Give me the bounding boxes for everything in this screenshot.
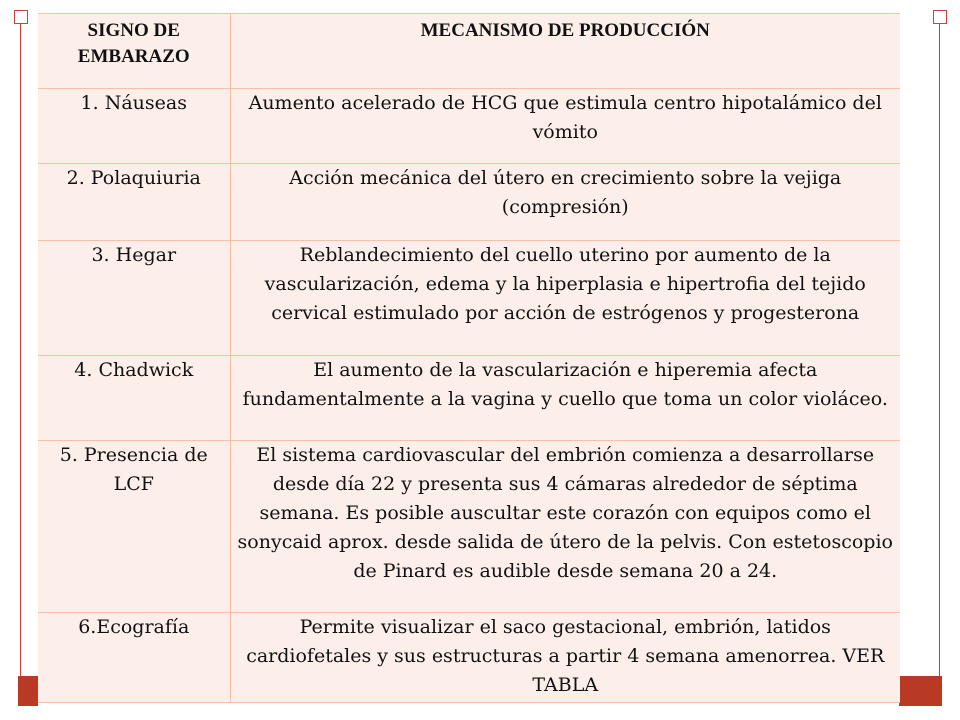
corner-square-left (14, 10, 28, 24)
table-row (38, 441, 900, 613)
sign-cell: 5. Presencia de LCF (38, 441, 230, 613)
sign-cell: 3. Hegar (38, 241, 230, 356)
pregnancy-signs-table (38, 13, 900, 703)
footer-bar-left (18, 676, 38, 706)
frame-line-left (20, 16, 21, 706)
sign-cell: 6.Ecografía (38, 613, 230, 703)
table-row (38, 613, 900, 703)
mechanism-cell: Aumento acelerado de HCG que estimula centro hipotalámico del vómito (230, 89, 900, 164)
sign-cell: 2. Polaquiuria (38, 164, 230, 241)
header-sign: SIGNO DE EMBARAZO (38, 14, 230, 89)
sign-cell: 4. Chadwick (38, 356, 230, 441)
mechanism-cell: El aumento de la vascularización e hiperemia afecta fundamentalmente a la vagina y cuello que toma un color violáceo. (230, 356, 900, 441)
sign-cell: 1. Náuseas (38, 89, 230, 164)
frame-line-right (939, 16, 940, 706)
table-row (38, 241, 900, 356)
corner-square-right (933, 10, 947, 24)
table-row (38, 164, 900, 241)
header-mechanism: MECANISMO DE PRODUCCIÓN (230, 14, 900, 89)
footer-bar-right (899, 676, 942, 706)
table-row (38, 356, 900, 441)
mechanism-cell: Acción mecánica del útero en crecimiento sobre la vejiga (compresión) (230, 164, 900, 241)
table-header-row (38, 14, 900, 89)
mechanism-cell: Permite visualizar el saco gestacional, embrión, latidos cardiofetales y sus estructuras a partir 4 semana amenorrea. VER TABLA (230, 613, 900, 703)
table-row (38, 89, 900, 164)
mechanism-cell: El sistema cardiovascular del embrión comienza a desarrollarse desde día 22 y presenta sus 4 cámaras alrededor de séptima semana. Es posible auscultar este corazón con equipos como el sonycaid aprox. desde salida de útero de la pelvis. Con estetoscopio de Pinard es audible desde semana 20 a 24. (230, 441, 900, 613)
mechanism-cell: Reblandecimiento del cuello uterino por aumento de la vascularización, edema y la hiperplasia e hipertrofia del tejido cervical estimulado por acción de estrógenos y progesterona (230, 241, 900, 356)
